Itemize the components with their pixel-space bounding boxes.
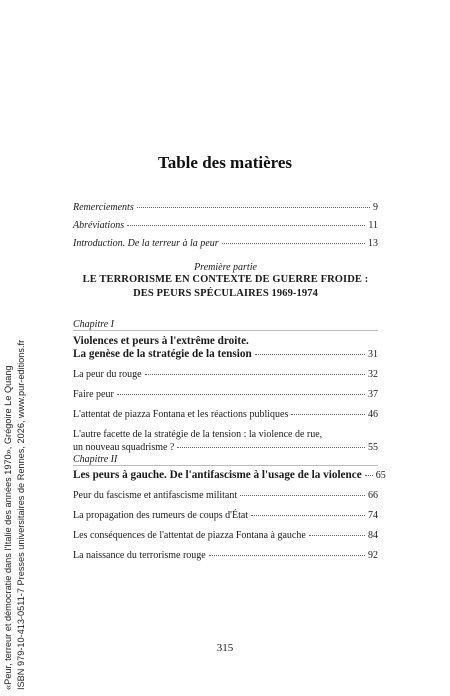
part-label: Première partie	[194, 262, 257, 273]
dot-leader	[255, 354, 365, 355]
toc-entry[interactable]	[73, 219, 378, 232]
chapter-title-line-1: Violences et peurs à l'extrême droite.	[73, 335, 249, 347]
dot-leader	[117, 394, 365, 395]
chapter-2	[73, 454, 386, 562]
toc-entry[interactable]	[73, 469, 386, 482]
dot-leader	[177, 447, 365, 448]
toc-entry[interactable]	[73, 489, 378, 502]
chapter-title: Les peurs à gauche. De l'antifascisme à l'usage de la violence	[73, 469, 362, 481]
chapter-title-line-2: La genèse de la stratégie de la tension	[73, 348, 252, 360]
toc-entry-page: 11	[368, 220, 378, 231]
toc-entry-page: 9	[373, 202, 378, 213]
toc-entry-page: 74	[368, 510, 378, 521]
toc-entry-label-line-2: un nouveau squadrisme ?	[73, 442, 175, 453]
page-number: 315	[216, 642, 234, 654]
toc-entry[interactable]	[73, 408, 378, 421]
toc-entry-page: 32	[368, 369, 378, 380]
dot-leader	[291, 414, 365, 415]
toc-entry[interactable]	[73, 388, 378, 401]
dot-leader	[240, 495, 365, 496]
part-heading	[73, 262, 378, 301]
toc-entry-label: L'attentat de piazza Fontana et les réactions publiques	[73, 409, 289, 420]
toc-entry[interactable]	[73, 441, 378, 454]
toc-entry-label: La peur du rouge	[73, 369, 142, 380]
dot-leader	[209, 555, 365, 556]
toc-entry[interactable]	[73, 201, 378, 214]
toc-front-matter	[73, 201, 378, 250]
page-title: Table des matières	[157, 153, 293, 172]
toc-entry-page: 31	[368, 349, 378, 360]
copyright-side-note	[2, 300, 42, 690]
toc-entry-label: Les conséquences de l'attentat de piazza Fontana à gauche	[73, 530, 306, 541]
part-title-line-1: LE TERRORISME EN CONTEXTE DE GUERRE FROIDE :	[82, 274, 369, 285]
toc-entry-page: 92	[368, 550, 378, 561]
toc-entry-label: La naissance du terrorisme rouge	[73, 550, 206, 561]
toc-entry-page: 66	[368, 490, 378, 501]
toc-entry[interactable]	[73, 348, 378, 361]
chapter-label: Chapitre II	[73, 454, 118, 465]
part-title-line-2: DES PEURS SPÉCULAIRES 1969-1974	[133, 288, 318, 299]
toc-entry-label: Remerciements	[73, 202, 134, 213]
side-note-line-1: «Peur, terreur et démocratie dans l'Italie des années 1970», Grégoire Le Quang	[3, 365, 13, 690]
toc-entry-page: 65	[375, 470, 386, 481]
chapter-rule	[73, 465, 378, 466]
chapter-1	[73, 319, 378, 454]
toc-entry-label: Faire peur	[73, 389, 114, 400]
toc-entry-page: 37	[368, 389, 378, 400]
dot-leader	[309, 535, 365, 536]
toc-entry-page: 84	[368, 530, 378, 541]
dot-leader	[251, 515, 365, 516]
chapter-rule	[73, 330, 378, 331]
chapter-label: Chapitre I	[73, 319, 115, 330]
toc-entry[interactable]	[73, 529, 378, 542]
toc-entry-label-line-1: L'autre facette de la stratégie de la tension : la violence de rue,	[73, 429, 323, 440]
toc-entry-label: Peur du fascisme et antifascisme militant	[73, 490, 238, 501]
dot-leader	[127, 225, 365, 226]
dot-leader	[137, 207, 370, 208]
dot-leader	[145, 374, 365, 375]
toc-entry[interactable]	[73, 237, 378, 250]
side-note-line-2: ISBN 979-10-413-0511-7 Presses universitaires de Rennes, 2026, www.pur-editions.fr	[15, 339, 26, 690]
toc-entry[interactable]	[73, 368, 378, 381]
dot-leader	[222, 243, 365, 244]
toc-entry-page: 13	[368, 238, 378, 249]
toc-entry-label: Abréviations	[73, 220, 125, 231]
toc-entry-page: 55	[368, 442, 378, 453]
toc-entry[interactable]	[73, 509, 378, 522]
toc-entry-label: La propagation des rumeurs de coups d'État	[73, 510, 249, 521]
toc-entry-label: Introduction. De la terreur à la peur	[73, 238, 219, 249]
dot-leader	[365, 475, 373, 476]
toc-entry-page: 46	[368, 409, 378, 420]
toc-entry[interactable]	[73, 549, 378, 562]
